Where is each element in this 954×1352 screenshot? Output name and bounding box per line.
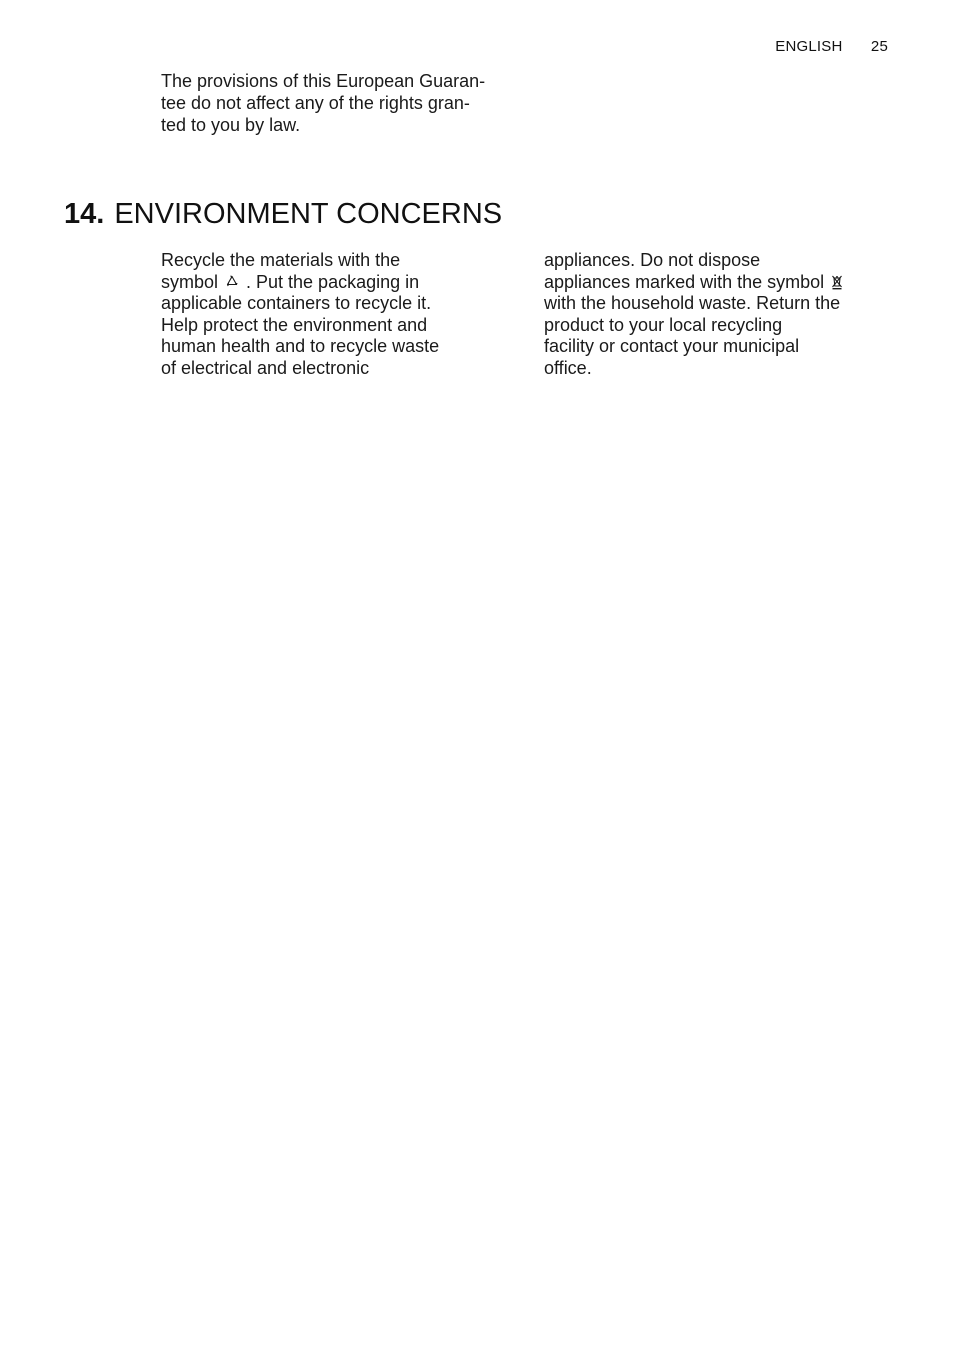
page-number: 25 <box>870 38 888 55</box>
paragraph-line: with the household waste. Return the <box>544 293 841 314</box>
paragraph-line: product to your local recycling <box>544 314 783 335</box>
guarantee-note-line: ted to you by law. <box>161 115 301 135</box>
paragraph-line: appliances. Do not dispose <box>544 250 761 270</box>
paragraph-line: applicable containers to recycle it. <box>161 293 432 314</box>
section-title: ENVIRONMENT CONCERNS <box>114 198 503 230</box>
guarantee-note-line: tee do not affect any of the rights gran- <box>161 93 470 113</box>
paragraph-line: human health and to recycle waste <box>161 336 440 357</box>
paragraph-text: appliances marked with the symbol <box>544 271 830 292</box>
section-heading <box>64 196 502 232</box>
crossed-out-bin-icon <box>831 274 845 290</box>
paragraph-line <box>161 272 481 294</box>
recycle-icon <box>225 274 239 290</box>
paragraph-text: . Put the packaging in <box>241 271 420 292</box>
section-number: 14. <box>64 198 105 230</box>
paragraph-text: symbol <box>161 271 224 292</box>
header-language: ENGLISH <box>775 38 843 55</box>
page-header <box>775 38 888 55</box>
guarantee-note <box>161 70 511 136</box>
paragraph-line: Help protect the environment and <box>161 314 428 335</box>
environment-text-right <box>544 250 874 380</box>
paragraph-line: office. <box>544 357 592 378</box>
paragraph-line: of electrical and electronic <box>161 357 370 378</box>
guarantee-note-line: The provisions of this European Guaran- <box>161 71 486 91</box>
paragraph-line: facility or contact your municipal <box>544 336 800 357</box>
environment-text-left <box>161 250 481 380</box>
paragraph-line: Recycle the materials with the <box>161 250 401 270</box>
paragraph-line <box>544 272 874 294</box>
